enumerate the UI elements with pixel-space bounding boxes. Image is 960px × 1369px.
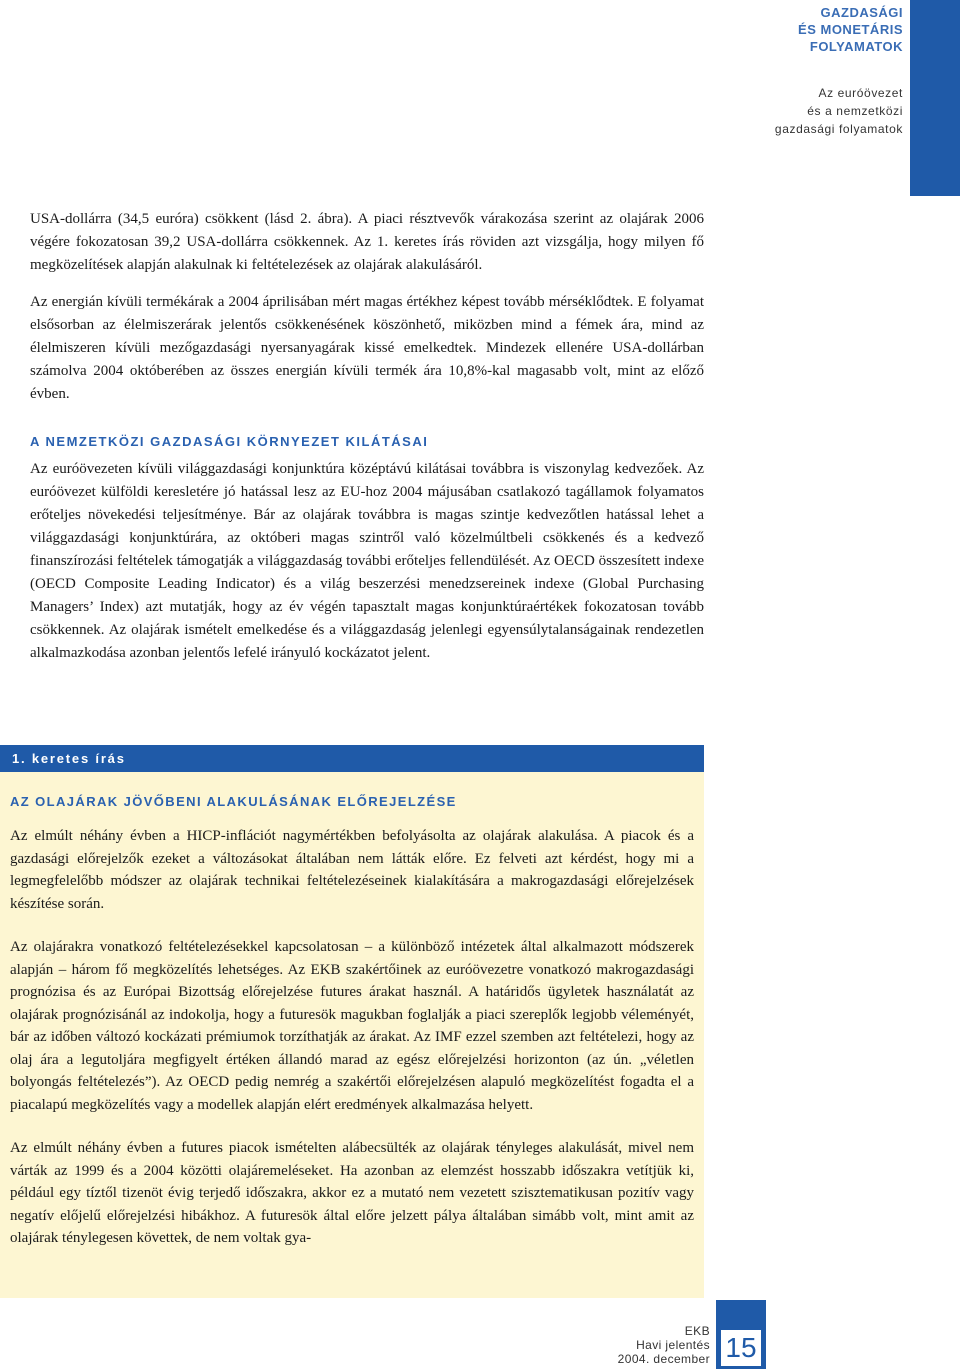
- section-title-line: ÉS MONETÁRIS: [798, 22, 903, 37]
- section-heading: A NEMZETKÖZI GAZDASÁGI KÖRNYEZET KILÁTÁSAI: [30, 434, 429, 449]
- footer-org: EKB: [684, 1324, 710, 1338]
- section-title-line: GAZDASÁGI: [820, 5, 903, 20]
- box-title: AZ OLAJÁRAK JÖVŐBENI ALAKULÁSÁNAK ELŐREJELZÉSE: [10, 794, 457, 809]
- section-subtitle-line: és a nemzetközi: [807, 104, 903, 118]
- body-paragraph: Az energián kívüli termékárak a 2004 áprilisában mért magas értékhez képest tovább mérséklődtek. E folyamat elsősorban az élelmiszerárak jelentős csökkenésének köszönhető, miközben mind a fémek ára, mind az élelmiszeren kívüli mezőgazdasági nyersanyagárak kissé emelkedtek. Mindezek ellenére USA-dollárban számolva 2004 októberében az összes energián kívüli termék ára 10,8%-kal magasabb volt, mint az előző évben.: [30, 294, 704, 402]
- box-paragraph: Az olajárakra vonatkozó feltételezésekkel kapcsolatosan – a különböző intézetek által alkalmazott módszerek alapján – három fő megközelítés lehetséges. Az EKB szakértőinek az euróövezetre vonatkozó makrogazdasági prognózisa és az Európai Bizottság előrejelzése futures árakat használ. A határidős ügyletek használatát az olajárak prognózisánál az indokolja, hogy a futuresök magukban foglalják a piaci szereplők legjobb véleményét, bár az időben változó kockázati prémiumok torzíthatják az árakat. Az IMF ezzel szemben azt feltételezi, hogy az olaj ára a legutoljára megfigyelt értéken állandó marad az egész előrejelzési horizonton (az ún. „véletlen bolyongás feltételezés”). Az OECD pedig nemrég a szakértői előrejelzésen alapuló megközelítést fogadta el a piacalapú megközelítés vagy a modellek alapján elért eredmények alkalmazása helyett.: [10, 939, 694, 1113]
- section-subtitle-line: Az euróövezet: [818, 86, 903, 100]
- box-paragraph: Az elmúlt néhány évben a HICP-inflációt nagymértékben befolyásolta az olajárak alakulása. A piacok és a gazdasági előrejelzők ezeket a változásokat általában nem látták előre. Ez felveti azt kérdést, hogy mi a legmegfelelőbb módszer az olajárak technikai feltételezéseinek kialakítására a makrogazdasági előrejelzések készítése során.: [10, 828, 694, 912]
- box-panel: [0, 772, 704, 1298]
- body-paragraph: USA-dollárra (34,5 euróra) csökkent (lásd 2. ábra). A piaci résztvevők várakozása szerint az olajárak 2006 végére fokozatosan 39,2 USA-dollárra csökkennek. Az 1. keretes írás röviden azt vizsgálja, hogy milyen fő megközelítések alapján alakulnak ki feltételezések az olajárak alakulásáról.: [30, 211, 704, 273]
- footer-publication: Havi jelentés: [636, 1338, 710, 1352]
- section-subtitle-line: gazdasági folyamatok: [774, 122, 903, 136]
- main-text: [30, 208, 704, 679]
- page-number-block: [716, 1300, 766, 1369]
- footer-label: [618, 1324, 710, 1366]
- footer-date: 2004. december: [617, 1352, 710, 1366]
- body-paragraph: Az euróövezeten kívüli világgazdasági konjunktúra középtávú kilátásai továbbra is viszonylag kedvezőek. Az euróövezet külföldi keresletére jó hatással lesz az EU-hoz 2004 májusában csatlakozó tagállamok folyamatos erőteljes növekedési teljesítménye. Bár az olajárak továbbra is magas szintje kedvezőtlen hatással lehet a világgazdasági konjunktúrára, az októberi magas szintről való közelmúltbeli csökkenés és a kedvező finanszírozási feltételek támogatják a világgazdaság további erőteljes fellendülését. Az OECD összesített indexe (OECD Composite Leading Indicator) és a világ beszerzési menedzsereinek indexe (Global Purchasing Managers’ Index) azt mutatják, hogy az év végén tapasztalt magas konjunktúraértékek fokozatosan tovább csökkennek. Az olajárak ismételt emelkedése és a világgazdaság jelenlegi egyensúlytalanságainak rendezetlen alkalmazkodása azonban jelentős lefelé irányuló kockázatot jelent.: [30, 461, 704, 661]
- section-title-line: FOLYAMATOK: [809, 39, 903, 54]
- box-paragraph: Az elmúlt néhány évben a futures piacok ismételten alábecsülték az olajárak tényleges alakulását, mivel nem várták az 1999 és a 2004 közötti olajáremeléseket. Ha azonban az elemzést hosszabb időszakra vetítjük ki, például egy tíztől tizenöt évig terjedő időszakra, akkor ez a mutató nem vezetett szisztematikusan pozitív vagy negatív előjelű előrejelzési hibákhoz. A futuresök által előre jelzett pálya általában simább volt, mint amit az olajárak ténylegesen követtek, de nem voltak gya-: [10, 1140, 694, 1246]
- header-color-block: [910, 0, 960, 196]
- box-tab-label: 1. keretes írás: [0, 745, 704, 772]
- page-number: 15: [721, 1330, 760, 1366]
- section-subtitle: [775, 84, 903, 138]
- section-title: [798, 4, 903, 55]
